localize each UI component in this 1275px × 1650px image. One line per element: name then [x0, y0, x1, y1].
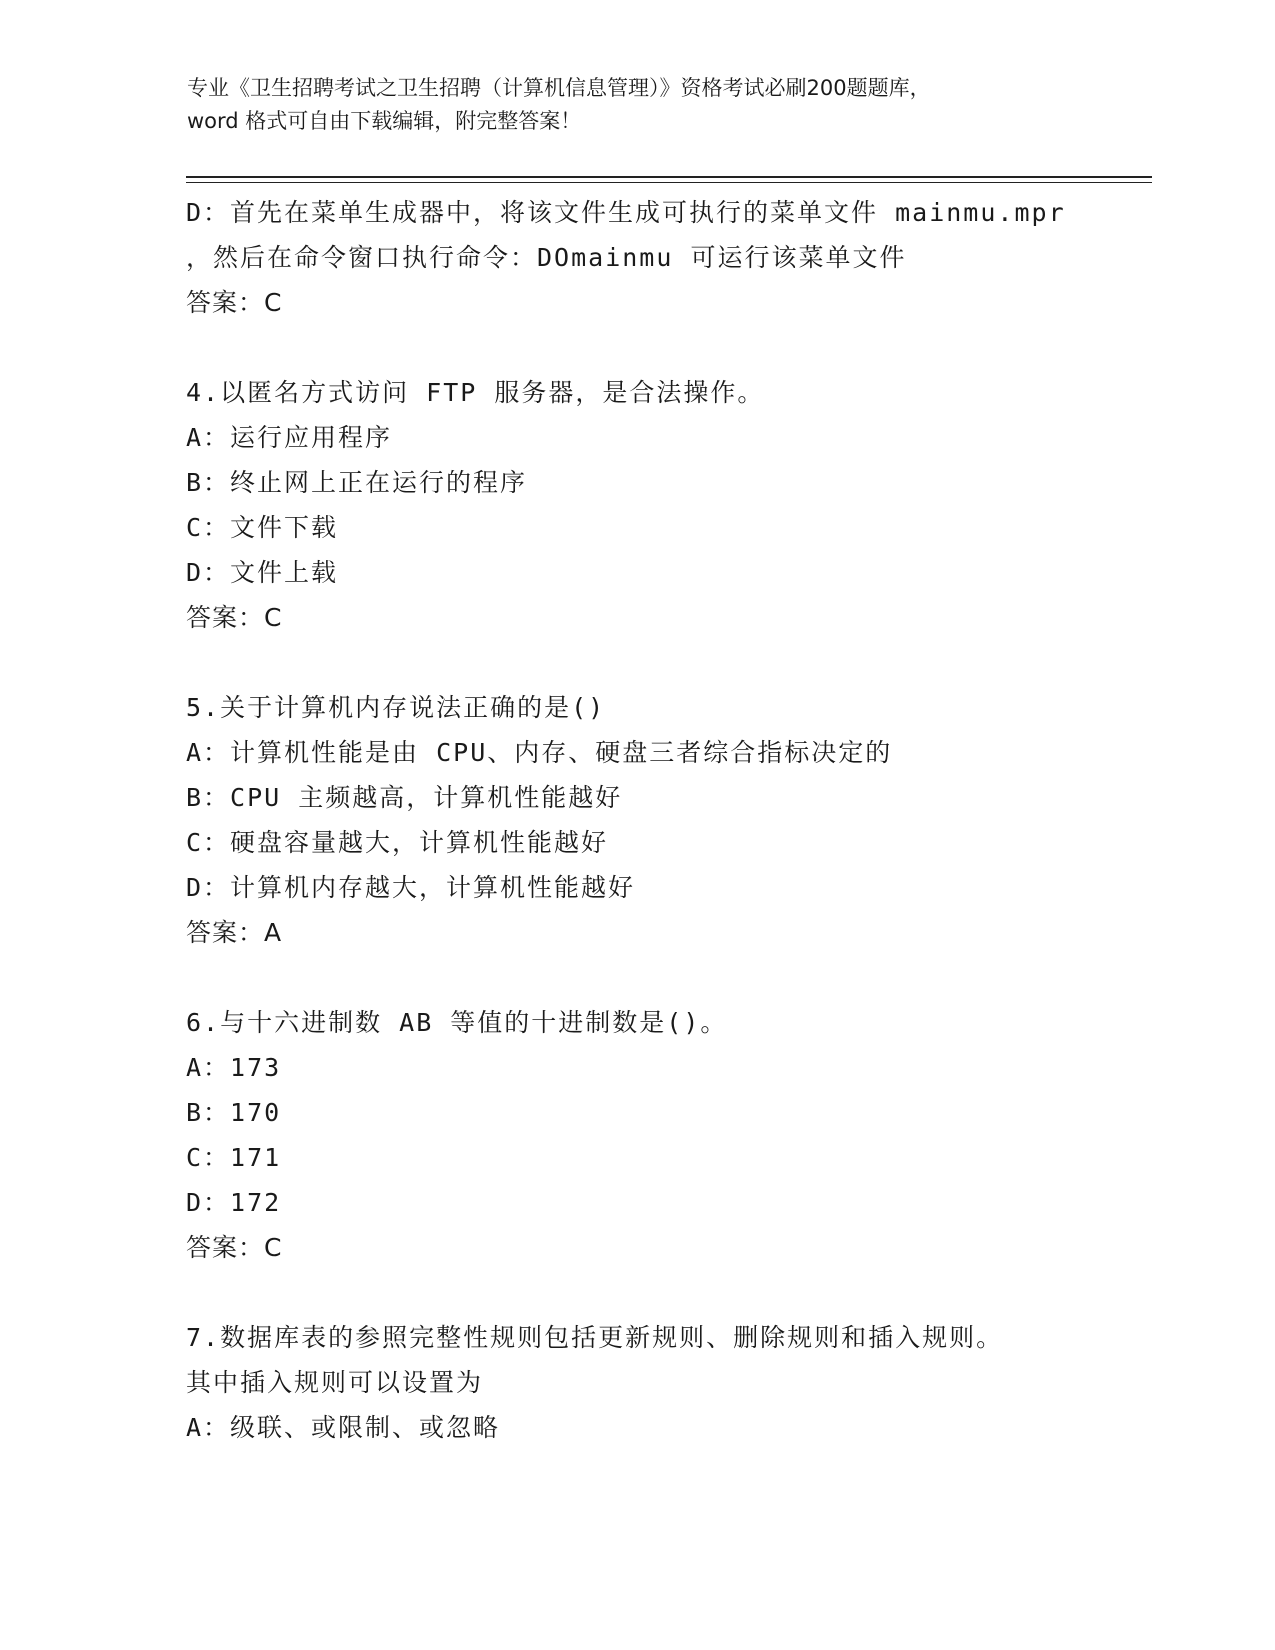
option-a: A：173	[186, 1053, 282, 1082]
option-d: D：首先在菜单生成器中，将该文件生成可执行的菜单文件 mainmu.mpr	[186, 198, 1066, 227]
question-text: 6.与十六进制数 AB 等值的十进制数是()。	[186, 1008, 728, 1037]
question-text: 5.关于计算机内存说法正确的是()	[186, 693, 606, 722]
document-header	[187, 72, 1087, 138]
option-c: C：文件下载	[186, 513, 339, 542]
answer: 答案：C	[186, 603, 283, 632]
question-text: 4.以匿名方式访问 FTP 服务器，是合法操作。	[186, 378, 765, 407]
option-a: A：级联、或限制、或忽略	[186, 1413, 501, 1442]
answer: 答案：C	[186, 288, 283, 317]
spacer	[186, 1270, 1146, 1315]
option-b: B：170	[186, 1098, 282, 1127]
answer: 答案：C	[186, 1233, 283, 1262]
option-b: B：终止网上正在运行的程序	[186, 468, 528, 497]
spacer	[186, 325, 1146, 370]
option-c: C：171	[186, 1143, 282, 1172]
question-text: 7.数据库表的参照完整性规则包括更新规则、删除规则和插入规则。	[186, 1323, 1004, 1352]
spacer	[186, 640, 1146, 685]
option-d: D：文件上载	[186, 558, 339, 587]
option-d: D：172	[186, 1188, 282, 1217]
header-divider-thick	[186, 176, 1152, 178]
spacer	[186, 955, 1146, 1000]
question-6	[186, 1000, 1146, 1270]
question-4	[186, 370, 1146, 640]
option-a: A：计算机性能是由 CPU、内存、硬盘三者综合指标决定的	[186, 738, 893, 767]
option-a: A：运行应用程序	[186, 423, 393, 452]
option-b: B：CPU 主频越高，计算机性能越好	[186, 783, 623, 812]
question-5	[186, 685, 1146, 955]
option-d-continued: ，然后在命令窗口执行命令：DOmainmu 可运行该菜单文件	[186, 243, 907, 272]
option-d: D：计算机内存越大，计算机性能越好	[186, 873, 636, 902]
question-text-continued: 其中插入规则可以设置为	[186, 1368, 484, 1397]
header-divider-thin	[186, 182, 1152, 183]
question-7	[186, 1315, 1146, 1450]
header-title-line-1: 专业《卫生招聘考试之卫生招聘（计算机信息管理）》资格考试必刷200题题库，	[187, 76, 931, 100]
answer: 答案：A	[186, 918, 283, 947]
header-title-line-2: word 格式可自由下载编辑，附完整答案！	[187, 109, 582, 133]
question-3	[186, 190, 1146, 325]
question-list	[186, 190, 1146, 1450]
option-c: C：硬盘容量越大，计算机性能越好	[186, 828, 609, 857]
